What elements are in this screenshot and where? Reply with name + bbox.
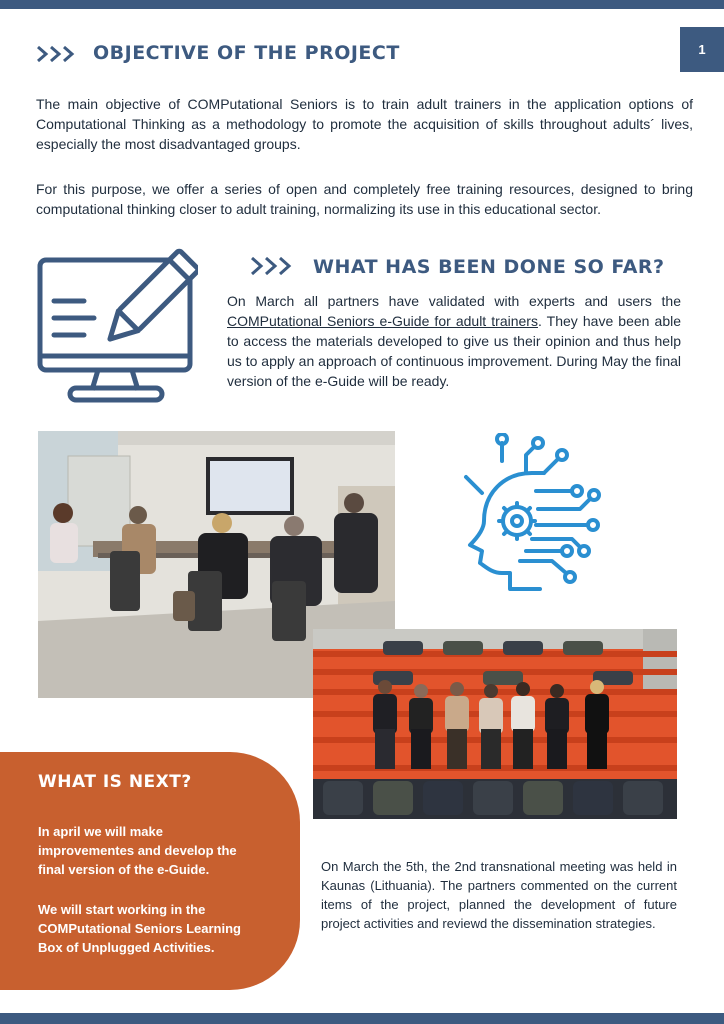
- objective-paragraph-1: The main objective of COMPutational Seniors is to train adult trainers in the application options of Computational Thinking as a methodology to promote the acquisition of skills throughout adults´ lives, especially the most disadvantaged groups.: [36, 96, 693, 152]
- ai-head-circuit-icon: [462, 433, 612, 593]
- chevrons-icon: [36, 44, 78, 64]
- done-so-far-paragraph: On March all partners have validated with experts and users the COMPutational Seniors e-Guide for adult trainers. They have been able to access the materials developed to give us their opinion and thus help us to apply an approach of continuous improvement. During May the final version of the e-Guide will be ready.: [227, 293, 681, 389]
- next-paragraph-1: In april we will make improvementes and develop the final version of the e-Guide.: [38, 824, 237, 877]
- e-guide-link[interactable]: COMPutational Seniors e-Guide for adult trainers: [227, 313, 538, 329]
- monitor-pencil-icon: [36, 248, 198, 406]
- what-is-next-panel: [0, 752, 300, 990]
- objective-paragraph-2: For this purpose, we offer a series of open and completely free training resources, designed to bring computational thinking closer to adult training, normalizing its use in this educational sector.: [36, 181, 693, 217]
- next-paragraph-2: We will start working in the COMPutational Seniors Learning Box of Unplugged Activities.: [38, 902, 241, 955]
- chevrons-icon: [250, 255, 296, 277]
- page-number: 1: [680, 27, 724, 72]
- meeting-paragraph: On March the 5th, the 2nd transnational meeting was held in Kaunas (Lithuania). The partners commented on the current items of the project, planned the development of future project activities and reviewd the dissemination strategies.: [321, 859, 677, 931]
- done-so-far-title: WHAT HAS BEEN DONE SO FAR?: [313, 256, 665, 278]
- top-bar: [0, 0, 724, 9]
- objective-title: OBJECTIVE OF THE PROJECT: [93, 42, 400, 64]
- group-photo: [313, 629, 677, 819]
- bottom-bar: [0, 1013, 724, 1024]
- what-is-next-title: WHAT IS NEXT?: [38, 772, 192, 792]
